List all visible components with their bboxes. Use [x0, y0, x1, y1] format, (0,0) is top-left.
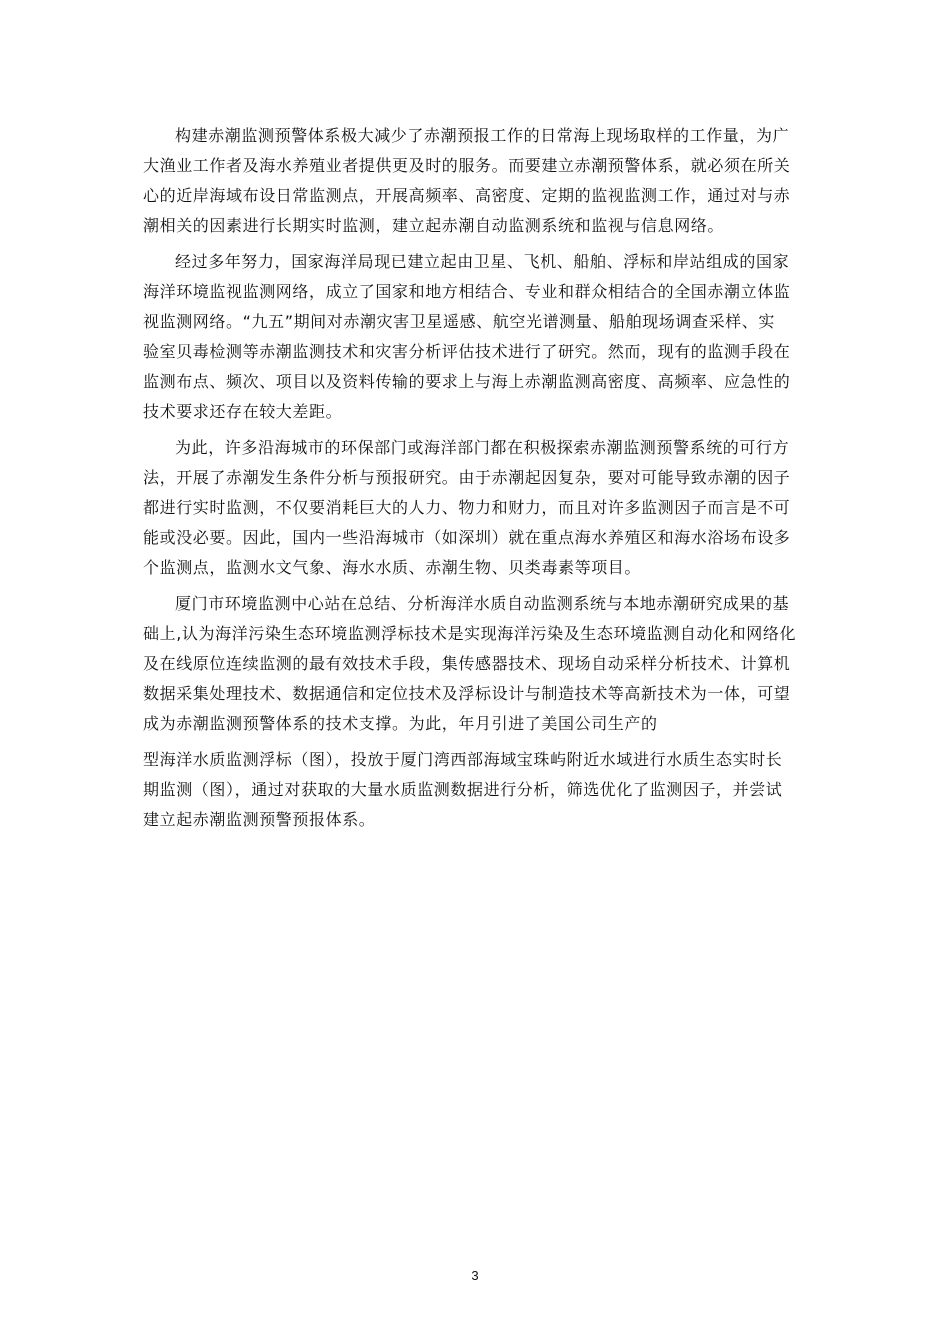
- text-line: 海洋环境监视监测网络，成立了国家和地方相结合、专业和群众相结合的全国赤潮立体监: [143, 282, 791, 301]
- text-line: 潮相关的因素进行长期实时监测，建立起赤潮自动监测系统和监视与信息网络。: [143, 216, 725, 235]
- text-line: 个监测点，监测水文气象、海水水质、赤潮生物、贝类毒素等项目。: [143, 558, 642, 577]
- text-line: 心的近岸海域布设日常监测点，开展高频率、高密度、定期的监视监测工作，通过对与赤: [143, 186, 791, 205]
- text-line: 构建赤潮监测预警体系极大减少了赤潮预报工作的日常海上现场取样的工作量，为广: [175, 126, 790, 145]
- text-line: 成为赤潮监测预警体系的技术支撑。为此，年月引进了美国公司生产的: [143, 714, 658, 733]
- text-line: 期监测（图），通过对获取的大量水质监测数据进行分析，筛选优化了监测因子，并尝试: [143, 780, 783, 799]
- document-body: [143, 121, 818, 835]
- paragraph-buoy-deployment: [143, 745, 818, 835]
- text-line: 建立起赤潮监测预警预报体系。: [143, 810, 376, 829]
- text-line: 法，开展了赤潮发生条件分析与预报研究。由于赤潮起因复杂，要对可能导致赤潮的因子: [143, 468, 791, 487]
- text-line: 数据采集处理技术、数据通信和定位技术及浮标设计与制造技术等高新技术为一体，可望: [143, 684, 791, 703]
- text-line: 为此，许多沿海城市的环保部门或海洋部门都在积极探索赤潮监测预警系统的可行方: [175, 438, 790, 457]
- text-line: 础上,认为海洋污染生态环境监测浮标技术是实现海洋污染及生态环境监测自动化和网络化: [143, 624, 797, 643]
- paragraph-national-monitoring-network: [143, 247, 818, 427]
- text-line: 型海洋水质监测浮标（图），投放于厦门湾西部海域宝珠屿附近水域进行水质生态实时长: [143, 750, 783, 769]
- text-line: 经过多年努力，国家海洋局现已建立起由卫星、飞机、船舶、浮标和岸站组成的国家: [175, 252, 790, 271]
- paragraph-red-tide-warning-system: [143, 121, 818, 241]
- text-line: 视监测网络。“九五”期间对赤潮灾害卫星遥感、航空光谱测量、船舶现场调查采样、实: [143, 312, 775, 331]
- paragraph-xiamen-buoy-technology: [143, 589, 818, 739]
- text-line: 监测布点、频次、项目以及资料传输的要求上与海上赤潮监测高密度、高频率、应急性的: [143, 372, 791, 391]
- text-line: 及在线原位连续监测的最有效技术手段，集传感器技术、现场自动采样分析技术、计算机: [143, 654, 791, 673]
- text-line: 大渔业工作者及海水养殖业者提供更及时的服务。而要建立赤潮预警体系，就必须在所关: [143, 156, 791, 175]
- text-line: 厦门市环境监测中心站在总结、分析海洋水质自动监测系统与本地赤潮研究成果的基: [175, 594, 790, 613]
- text-line: 能或没必要。因此，国内一些沿海城市（如深圳）就在重点海水养殖区和海水浴场布设多: [143, 528, 791, 547]
- text-line: 都进行实时监测，不仅要消耗巨大的人力、物力和财力，而且对许多监测因子而言是不可: [143, 498, 791, 517]
- text-line: 技术要求还存在较大差距。: [143, 402, 343, 421]
- text-line: 验室贝毒检测等赤潮监测技术和灾害分析评估技术进行了研究。然而，现有的监测手段在: [143, 342, 791, 361]
- page-number: 3: [471, 1268, 479, 1283]
- paragraph-coastal-cities-exploration: [143, 433, 818, 583]
